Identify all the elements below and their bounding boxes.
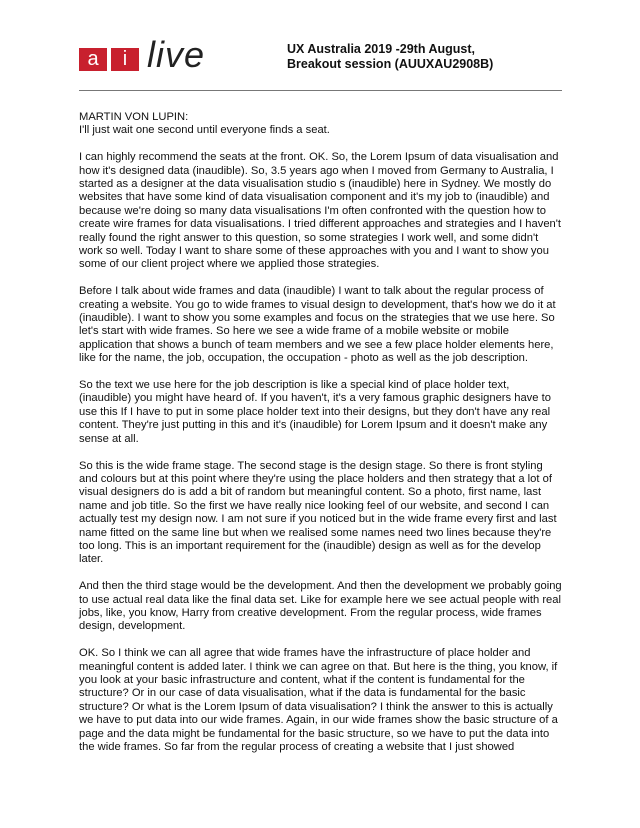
transcript-body <box>79 111 564 768</box>
transcript-paragraph: Before I talk about wide frames and data (inaudible) I want to talk about the regular process of creating a website. You go to wide frames to visual design to development, that's how we do it at (inaudible). I want to show you some examples and focus on the strategies that we use here. So let's start with wide frames. So here we see a wide frame of a mobile website or mobile application that shows a bunch of team members and we see a few place holder elements here, like for the name, the job, occupation, the occupation - photo as well as the job description. <box>79 285 556 365</box>
document-header <box>287 42 493 72</box>
transcript-paragraph: So the text we use here for the job description is like a special kind of place holder text, (inaudible) you might have heard of. If you haven't, it's a very famous graphic designers have to use this If I have to put in some place holder text into their designs, but they don't have any real content. They're just putting in this and it's (inaudible) for Lorem Ipsum and it doesn't make any sense at all. <box>79 379 551 445</box>
transcript-paragraph: So this is the wide frame stage. The second stage is the design stage. So there is front styling and colours but at this point where they're using the place holders and then strategy that a lot of visual designers do is add a bit of random but meaningful content. So a photo, first name, last name and job title. So the first we have really nice looking feel of our website, and second I can actually test my design now. I am not sure if you noticed but in the wide frame every first and last name fitted on the same line but when we realised some names need two lines because they're too long. This is an important requirement for the (inaudible) design as well as for the develop later. <box>79 459 557 566</box>
logo-live-text: live <box>147 34 206 75</box>
header-divider <box>79 90 562 91</box>
transcript-paragraph: And then the third stage would be the development. And then the development we probably going to use actual real data like the final data set. Like for example here we see actual people with real jobs, like, you know, Harry from creative development. From the regular process, wide frames design, development. <box>79 580 562 633</box>
logo-box-a: a <box>79 48 107 71</box>
transcript-paragraph: OK. So I think we can all agree that wide frames have the infrastructure of place holder and meaningful content is added later. I think we can agree on that. But here is the thing, you know, if you look at your basic infrastructure and content, what if the content is fundamental for the structure? Or in our case of data visualisation, what if the data is fundamental for the basic structure? Or what is the Lorem Ipsum of data visualisation? I think the answer to this is actually we have to put data into our wide frames. Again, in our wide frames show the basic structure of a page and the data might be fundamental for the basic structure, so we have to put the data into the wide frames. So far from the regular process of creating a website that I just showed <box>79 647 558 753</box>
speaker-name: MARTIN VON LUPIN: <box>79 111 189 123</box>
transcript-paragraph: I can highly recommend the seats at the front. OK. So, the Lorem Ipsum of data visualisation and how it's designed data (inaudible). So, 3.5 years ago when I moved from Germany to Australia, I started as a designer at the data visualisation studio s (inaudible) here in Sydney. We mostly do websites that have some kind of data visualisation component and it's my job to (inaudible) and because we're doing so many data visualisations I'm often confronted with the question how to create wire frames for data visualisations. I tried different approaches and strategies and I haven't really found the right answer to this question, so some strategies I work well, and some didn't work so well. Today I want to share some of these approaches with you and I want to show you some of our client project where we applied those strategies. <box>79 151 562 271</box>
header-session-line: Breakout session (AUUXAU2908B) <box>287 57 494 71</box>
transcript-paragraph: I'll just wait one second until everyone finds a seat. <box>79 124 330 137</box>
logo-box-i: i <box>111 48 139 71</box>
header-event-line: UX Australia 2019 -29th August, <box>287 42 476 56</box>
